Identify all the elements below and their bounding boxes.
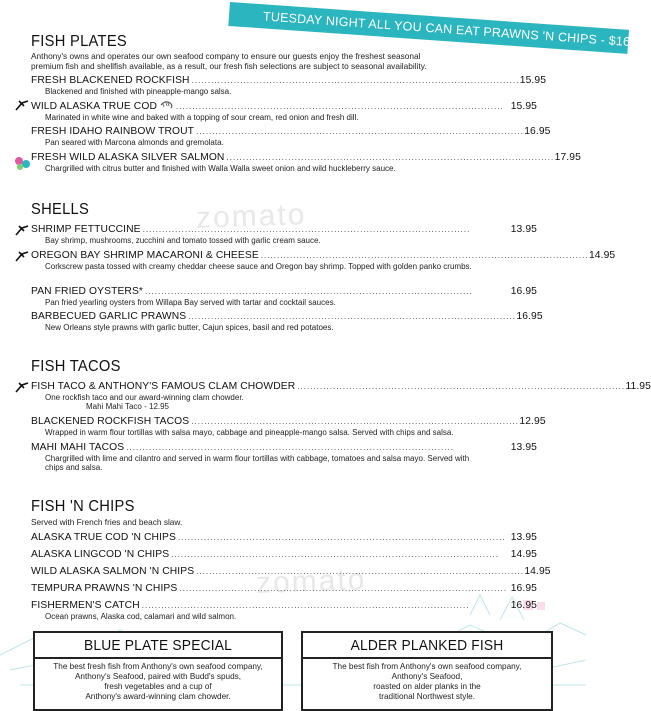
item-price: 15.95 [510,101,537,112]
menu-item [31,600,537,621]
dot-leader [188,311,514,323]
item-price: 17.95 [554,152,581,163]
dot-leader [143,224,509,236]
dot-leader [226,152,552,164]
menu-item [31,311,543,332]
box-line: fresh vegetables and a cup of [104,681,212,691]
box-line: Anthony's Seafood, paired with Budd's spuds, [74,671,242,681]
item-price: 13.95 [510,532,537,543]
item-name: PAN FRIED OYSTERS* [31,286,144,297]
item-description: Pan seared with Marcona almonds and gremolata. [45,138,224,147]
item-price: 14.95 [588,250,616,261]
banner-text: TUESDAY NIGHT ALL YOU CAN EAT PRAWNS 'N CHIPS - $16.95 [228,2,629,54]
item-description: Chargrilled with citrus butter and finished with Walla Walla sweet onion and wild huckleberry sauce. [45,164,396,173]
shrimp-icon [160,100,174,109]
watermark: zomato [255,563,367,600]
dot-leader [192,75,518,87]
item-name: BARBECUED GARLIC PRAWNS [31,311,187,322]
box-line: Anthony's award-winning clam chowder. [85,691,231,701]
section-title-fish-tacos: FISH TACOS [31,358,121,375]
item-description: New Orleans style prawns with garlic butter, Cajun spices, basil and red potatoes. [45,323,334,332]
dot-leader [126,442,508,454]
dot-leader [178,532,509,544]
menu-item [31,566,551,578]
item-price: 16.95 [510,286,537,297]
dot-leader [179,583,508,595]
watermark: zomato [195,198,307,235]
item-price: 16.95 [524,126,551,137]
item-name: FISH TACO & ANTHONY'S FAMOUS CLAM CHOWDER [31,381,296,392]
dot-leader [261,250,587,262]
item-price: 16.95 [510,600,537,611]
item-sub-price: Mahi Mahi Taco - 12.95 [86,402,170,411]
dot-leader [196,126,522,138]
menu-item [31,152,581,173]
item-price: 15.95 [519,75,547,86]
item-description: Bay shrimp, mushrooms, zucchini and tomato tossed with garlic cream sauce. [45,236,321,245]
item-price: 16.95 [516,311,543,322]
item-name: BLACKENED ROCKFISH TACOS [31,416,190,427]
menu-item [31,250,616,271]
item-description: Pan fried yearling oysters from Willapa Bay served with tartar and cocktail sauces. [45,298,336,307]
item-price: 11.95 [625,381,651,392]
item-name: ALASKA LINGCOD 'N CHIPS [31,549,170,560]
item-name: FRESH BLACKENED ROCKFISH [31,75,190,86]
dot-leader [142,600,509,612]
menu-item [31,224,537,245]
menu-item [31,100,537,122]
item-name: FRESH WILD ALASKA SILVER SALMON [31,152,225,163]
item-name: WILD ALASKA TRUE COD [31,101,157,112]
section-intro: Served with French fries and beach slaw. [31,517,183,527]
item-description: Wrapped in warm flour tortillas with salsa mayo, cabbage and pineapple-mango salsa. Served with chips and salsa. [45,428,454,437]
item-price: 12.95 [519,416,546,427]
item-description: Corkscrew pasta tossed with creamy cheddar cheese sauce and Oregon bay shrimp. Topped with golden panko crumbs. [45,262,472,271]
dot-leader [191,416,517,428]
menu-item [31,381,651,411]
item-name: TEMPURA PRAWNS 'N CHIPS [31,583,178,594]
box-line: traditional Northwest style. [378,691,475,701]
item-price: 13.95 [510,442,537,453]
box-line: Anthony's Seafood, [391,671,463,681]
sustainable-fish-icon [15,381,29,393]
item-name: FRESH IDAHO RAINBOW TROUT [31,126,195,137]
box-text [303,662,551,702]
item-description: Blackened and finished with pineapple-mango salsa. [45,87,232,96]
alder-planked-fish-box [301,631,553,711]
section-intro: Anthony's owns and operates our own seafood company to ensure our guests enjoy the freshest seasonal premium fish and shellfish available, as a result, our fresh fish selections are subject to seasonal availability. [31,51,427,71]
item-description: One rockfish taco and our award-winning clam chowder. [45,393,244,402]
menu-item [31,532,537,544]
item-name: OREGON BAY SHRIMP MACARONI & CHEESE [31,250,259,261]
box-line: The best fish from Anthony's own seafood company, [332,661,522,671]
box-title: ALDER PLANKED FISH [350,637,504,654]
menu-item [31,75,547,96]
sustainable-fish-icon [15,99,29,111]
menu-item [31,583,537,595]
box-divider [303,657,551,659]
item-description: Ocean prawns, Alaska cod, calamari and wild salmon. [45,612,237,621]
item-price: 14.95 [524,566,551,577]
section-title-shells: SHELLS [31,201,90,218]
menu-item [31,416,546,437]
box-title: BLUE PLATE SPECIAL [83,637,233,654]
section-title-fish-n-chips: FISH 'N CHIPS [31,498,135,515]
item-price: 13.95 [510,224,537,235]
item-description: Chargrilled with lime and cilantro and served in warm flour tortillas with cabbage, tomatoes and salsa mayo. Served with chips and salsa. [45,454,470,472]
box-text [35,662,281,702]
item-price: 16.95 [510,583,537,594]
box-line: The best fresh fish from Anthony's own seafood company, [53,661,263,671]
item-price: 14.95 [510,549,537,560]
dot-leader [297,381,623,393]
menu-item [31,126,551,147]
box-divider [35,657,281,659]
item-name: SHRIMP FETTUCCINE [31,224,141,235]
sustainable-fish-icon [15,224,29,236]
item-name: ALASKA TRUE COD 'N CHIPS [31,532,176,543]
box-line: roasted on alder planks in the [373,681,481,691]
menu-item [31,442,537,472]
sustainable-fish-icon [15,250,29,262]
dot-leader [176,101,509,113]
menu-item [31,286,537,307]
dot-leader [145,286,509,298]
menu-item [31,549,537,561]
item-name: WILD ALASKA SALMON 'N CHIPS [31,566,195,577]
dot-leader [196,566,522,578]
blue-plate-special-box [33,631,283,711]
dot-leader [171,549,509,561]
item-description: Marinated in white wine and baked with a topping of sour cream, red onion and fresh dill. [45,113,359,122]
item-name: FISHERMEN'S CATCH [31,600,140,611]
salmon-icon [13,155,33,171]
item-name: MAHI MAHI TACOS [31,442,125,453]
section-title-fish-plates: FISH PLATES [31,33,128,50]
